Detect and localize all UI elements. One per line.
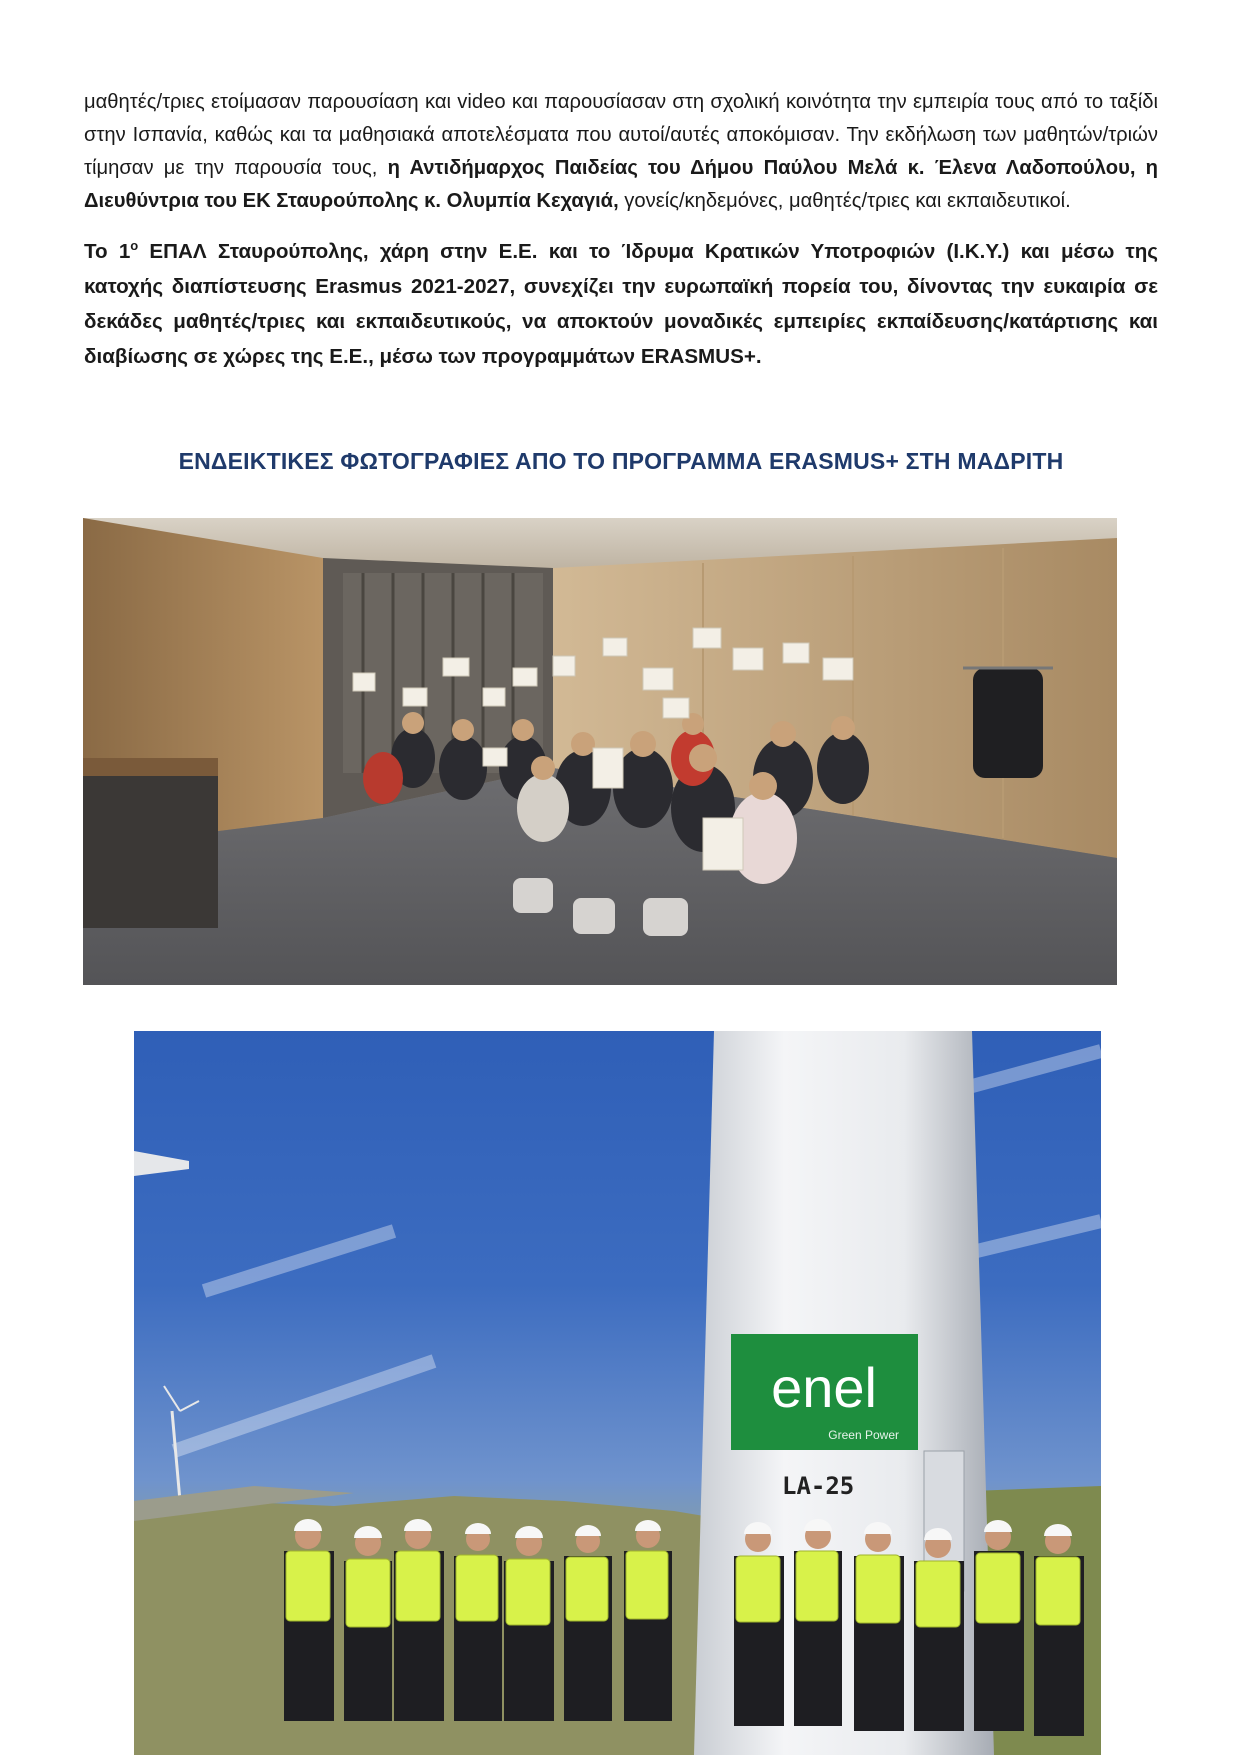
paragraph-erasmus-text: ΕΠΑΛ Σταυρούπολης, χάρη στην Ε.Ε. και το Ίδρυμα Κρατικών Υποτροφιών (Ι.Κ.Υ.) και μέσω της κατοχής διαπίστευσης Erasmus 2021-2027, συνεχίζει την ευρωπαϊκή πορεία του, δίνοντας την ευκαιρία σε δεκάδες μαθητές/τριες και εκπαιδευτικούς, να αποκτούν μοναδικές εμπειρίες εκπαίδευσης/κατάρτισης και διαβίωσης σε χώρες της Ε.Ε., μέσω των προγραμμάτων ERASMUS+. [84,239,1159,368]
paragraph-event-text: μαθητές/τριες ετοίμασαν παρουσίαση και video και παρουσίασαν στη σχολική κοινότητα την εμπειρία τους από το ταξίδι στην Ισπανία, καθώς και τα μαθησιακά αποτελέσματα που αυτοί/αυτές αποκόμισαν. Την εκδήλωση των μαθητών/τριών τίμησαν με την παρουσία τους, [84,91,1158,179]
photo-wind-turbine-visit [134,1031,1101,1755]
photos-heading: ΕΝΔΕΙΚΤΙΚΕΣ ΦΩΤΟΓΡΑΦΙΕΣ ΑΠΟ ΤΟ ΠΡΟΓΡΑΜΜΑ ERASMUS+ ΣΤΗ ΜΑΔΡΙΤΗ [178,448,1064,474]
tower-label: LA-25 [782,1472,855,1500]
enel-logo-text: enel [771,1356,877,1419]
photo-certificates-illustration [83,518,1117,985]
enel-logo-subtext: Green Power [828,1428,899,1442]
paragraph-erasmus-prefix: Το 1 [84,239,131,263]
document-body [84,86,1158,394]
paragraph-event [84,86,1158,218]
photo-wind-turbine-illustration [134,1031,1101,1755]
photo-certificates-ceremony [83,518,1117,985]
paragraph-event-bold: η Αντιδήμαρχος Παιδείας του Δήμου Παύλου Μελά κ. Έλενα Λαδοπούλου, η Διευθύντρια του ΕΚ Σταυρούπολης κ. Ολυμπία Κεχαγιά, [84,157,1158,212]
paragraph-erasmus [84,228,1158,374]
paragraph-event-end: γονείς/κηδεμόνες, μαθητές/τριες και εκπαιδευτικοί. [618,190,1071,212]
ordinal-superscript: ο [130,238,139,253]
